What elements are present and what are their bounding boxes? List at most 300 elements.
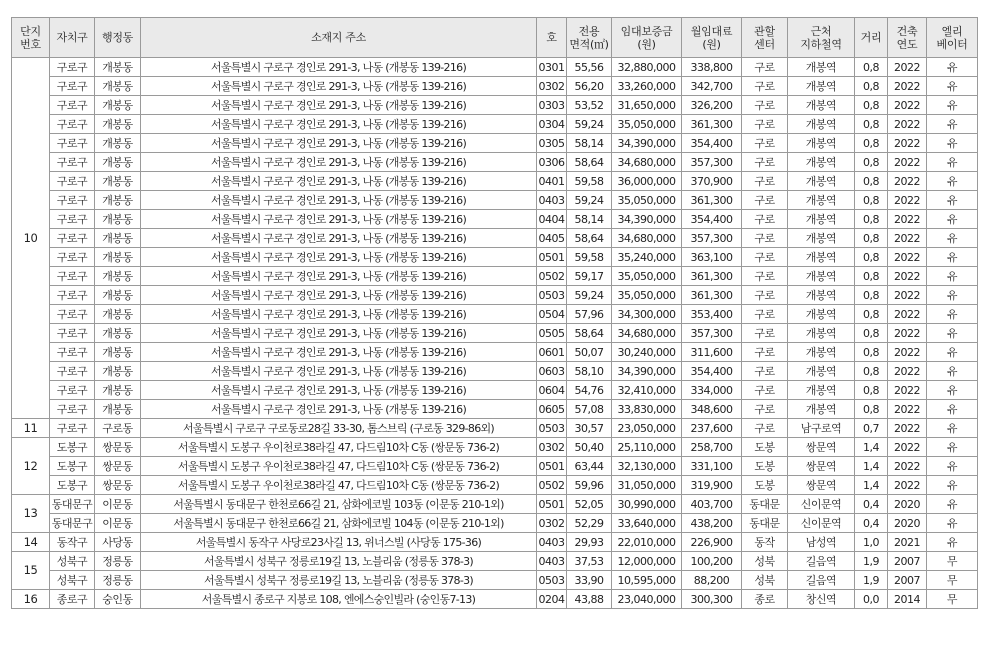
address-cell: 서울특별시 구로구 경인로 291-3, 나동 (개봉동 139-216): [141, 153, 537, 172]
address-cell: 서울특별시 동대문구 한천로66길 21, 삼화에코빌 103동 (이문동 210-1외): [141, 495, 537, 514]
header-unit-number-line: 호: [546, 31, 557, 44]
table-row: [12, 438, 978, 457]
district-cell: 동대문구: [50, 495, 95, 514]
year-cell: 2022: [888, 58, 927, 77]
rent-cell: 403,700: [682, 495, 742, 514]
header-district-line: 자치구: [56, 31, 88, 44]
rent-cell: 334,000: [682, 381, 742, 400]
unit-cell: 0305: [537, 134, 567, 153]
unit-cell: 0503: [537, 286, 567, 305]
header-deposit-line: 임대보증금: [620, 24, 673, 38]
deposit-cell: 30,240,000: [612, 343, 682, 362]
header-distance: [855, 18, 888, 58]
unit-cell: 0403: [537, 191, 567, 210]
center-cell: 구로: [742, 115, 788, 134]
rent-cell: 326,200: [682, 96, 742, 115]
table-row: [12, 172, 978, 191]
district-cell: 구로구: [50, 172, 95, 191]
district-cell: 구로구: [50, 305, 95, 324]
header-deposit: [612, 18, 682, 58]
deposit-cell: 35,050,000: [612, 286, 682, 305]
center-cell: 성북: [742, 552, 788, 571]
unit-cell: 0501: [537, 457, 567, 476]
rent-cell: 357,300: [682, 229, 742, 248]
area-cell: 56,20: [567, 77, 612, 96]
dong-cell: 이문동: [95, 495, 141, 514]
district-cell: 도봉구: [50, 438, 95, 457]
dong-cell: 개봉동: [95, 248, 141, 267]
station-cell: 개봉역: [788, 324, 855, 343]
unit-cell: 0404: [537, 210, 567, 229]
elevator-cell: 유: [927, 172, 978, 191]
housing-listing-table: [11, 17, 978, 609]
table-row: [12, 305, 978, 324]
station-cell: 신이문역: [788, 514, 855, 533]
rent-cell: 361,300: [682, 286, 742, 305]
dong-cell: 개봉동: [95, 191, 141, 210]
station-cell: 남구로역: [788, 419, 855, 438]
dong-cell: 개봉동: [95, 96, 141, 115]
address-cell: 서울특별시 구로구 경인로 291-3, 나동 (개봉동 139-216): [141, 343, 537, 362]
deposit-cell: 34,390,000: [612, 134, 682, 153]
district-cell: 구로구: [50, 229, 95, 248]
center-cell: 구로: [742, 362, 788, 381]
distance-cell: 0,8: [855, 400, 888, 419]
address-cell: 서울특별시 구로구 경인로 291-3, 나동 (개봉동 139-216): [141, 172, 537, 191]
address-cell: 서울특별시 동대문구 한천로66길 21, 삼화에코빌 104동 (이문동 210-1외): [141, 514, 537, 533]
address-cell: 서울특별시 구로구 경인로 291-3, 나동 (개봉동 139-216): [141, 58, 537, 77]
center-cell: 종로: [742, 590, 788, 609]
distance-cell: 0,8: [855, 362, 888, 381]
dong-cell: 개봉동: [95, 115, 141, 134]
station-cell: 쌍문역: [788, 476, 855, 495]
dong-cell: 개봉동: [95, 172, 141, 191]
dong-cell: 정릉동: [95, 571, 141, 590]
header-elevator-line: 베이터: [936, 37, 968, 51]
header-build-year-line: 건축: [896, 24, 918, 38]
center-cell: 구로: [742, 96, 788, 115]
rent-cell: 363,100: [682, 248, 742, 267]
district-cell: 구로구: [50, 343, 95, 362]
distance-cell: 0,8: [855, 134, 888, 153]
rent-cell: 348,600: [682, 400, 742, 419]
deposit-cell: 33,260,000: [612, 77, 682, 96]
center-cell: 동대문: [742, 514, 788, 533]
table-row: [12, 362, 978, 381]
station-cell: 쌍문역: [788, 457, 855, 476]
elevator-cell: 유: [927, 191, 978, 210]
dong-cell: 개봉동: [95, 229, 141, 248]
year-cell: 2022: [888, 153, 927, 172]
elevator-cell: 유: [927, 305, 978, 324]
deposit-cell: 30,990,000: [612, 495, 682, 514]
station-cell: 개봉역: [788, 362, 855, 381]
area-cell: 30,57: [567, 419, 612, 438]
year-cell: 2022: [888, 191, 927, 210]
center-cell: 동대문: [742, 495, 788, 514]
elevator-cell: 유: [927, 419, 978, 438]
distance-cell: 0,4: [855, 495, 888, 514]
area-cell: 58,64: [567, 324, 612, 343]
distance-cell: 0,8: [855, 267, 888, 286]
area-cell: 50,07: [567, 343, 612, 362]
header-managing-center-line: 센터: [754, 37, 775, 51]
header-admin-dong: [95, 18, 141, 58]
center-cell: 구로: [742, 229, 788, 248]
dong-cell: 개봉동: [95, 324, 141, 343]
rent-cell: 342,700: [682, 77, 742, 96]
area-cell: 52,05: [567, 495, 612, 514]
address-cell: 서울특별시 성북구 정릉로19길 13, 노블리움 (정릉동 378-3): [141, 571, 537, 590]
table-row: [12, 248, 978, 267]
distance-cell: 0,8: [855, 248, 888, 267]
header-exclusive-area-line: 전용: [578, 24, 600, 38]
table-row: [12, 77, 978, 96]
year-cell: 2021: [888, 533, 927, 552]
deposit-cell: 34,680,000: [612, 229, 682, 248]
header-managing-center-line: 관할: [754, 24, 775, 38]
year-cell: 2007: [888, 571, 927, 590]
elevator-cell: 유: [927, 476, 978, 495]
rent-cell: 226,900: [682, 533, 742, 552]
address-cell: 서울특별시 구로구 경인로 291-3, 나동 (개봉동 139-216): [141, 134, 537, 153]
unit-cell: 0502: [537, 476, 567, 495]
station-cell: 개봉역: [788, 115, 855, 134]
station-cell: 개봉역: [788, 305, 855, 324]
address-cell: 서울특별시 구로구 경인로 291-3, 나동 (개봉동 139-216): [141, 305, 537, 324]
area-cell: 59,17: [567, 267, 612, 286]
area-cell: 59,58: [567, 248, 612, 267]
distance-cell: 1,4: [855, 438, 888, 457]
header-deposit-line: (원): [637, 37, 656, 51]
center-cell: 구로: [742, 172, 788, 191]
year-cell: 2022: [888, 343, 927, 362]
district-cell: 구로구: [50, 248, 95, 267]
header-build-year-line: 연도: [896, 37, 918, 51]
station-cell: 개봉역: [788, 77, 855, 96]
year-cell: 2022: [888, 286, 927, 305]
complex-number-cell: 12: [12, 438, 50, 495]
deposit-cell: 35,050,000: [612, 267, 682, 286]
address-cell: 서울특별시 구로구 경인로 291-3, 나동 (개봉동 139-216): [141, 362, 537, 381]
district-cell: 구로구: [50, 115, 95, 134]
year-cell: 2022: [888, 381, 927, 400]
dong-cell: 쌍문동: [95, 457, 141, 476]
table-row: [12, 514, 978, 533]
center-cell: 구로: [742, 419, 788, 438]
table-row: [12, 58, 978, 77]
unit-cell: 0501: [537, 248, 567, 267]
distance-cell: 1,4: [855, 457, 888, 476]
address-cell: 서울특별시 도봉구 우이천로38라길 47, 다드림10차 C동 (쌍문동 736-2): [141, 457, 537, 476]
area-cell: 58,14: [567, 134, 612, 153]
deposit-cell: 25,110,000: [612, 438, 682, 457]
center-cell: 구로: [742, 324, 788, 343]
district-cell: 구로구: [50, 362, 95, 381]
year-cell: 2022: [888, 305, 927, 324]
deposit-cell: 36,000,000: [612, 172, 682, 191]
district-cell: 구로구: [50, 134, 95, 153]
elevator-cell: 유: [927, 381, 978, 400]
deposit-cell: 33,640,000: [612, 514, 682, 533]
table-row: [12, 400, 978, 419]
distance-cell: 0,8: [855, 172, 888, 191]
table-body: [12, 58, 978, 609]
distance-cell: 0,8: [855, 286, 888, 305]
distance-cell: 0,7: [855, 419, 888, 438]
header-monthly-rent: [682, 18, 742, 58]
address-cell: 서울특별시 구로구 경인로 291-3, 나동 (개봉동 139-216): [141, 400, 537, 419]
unit-cell: 0505: [537, 324, 567, 343]
rent-cell: 338,800: [682, 58, 742, 77]
station-cell: 개봉역: [788, 343, 855, 362]
year-cell: 2020: [888, 514, 927, 533]
deposit-cell: 32,130,000: [612, 457, 682, 476]
distance-cell: 0,0: [855, 590, 888, 609]
dong-cell: 숭인동: [95, 590, 141, 609]
header-unit-number: [537, 18, 567, 58]
table-row: [12, 476, 978, 495]
area-cell: 33,90: [567, 571, 612, 590]
year-cell: 2007: [888, 552, 927, 571]
year-cell: 2022: [888, 267, 927, 286]
dong-cell: 쌍문동: [95, 438, 141, 457]
deposit-cell: 35,240,000: [612, 248, 682, 267]
table-row: [12, 286, 978, 305]
deposit-cell: 31,650,000: [612, 96, 682, 115]
rent-cell: 88,200: [682, 571, 742, 590]
address-cell: 서울특별시 구로구 구로동로28길 33-30, 톰스브릭 (구로동 329-86외): [141, 419, 537, 438]
unit-cell: 0603: [537, 362, 567, 381]
dong-cell: 개봉동: [95, 381, 141, 400]
station-cell: 개봉역: [788, 267, 855, 286]
elevator-cell: 유: [927, 77, 978, 96]
table-row: [12, 419, 978, 438]
year-cell: 2022: [888, 172, 927, 191]
district-cell: 종로구: [50, 590, 95, 609]
district-cell: 구로구: [50, 77, 95, 96]
distance-cell: 0,8: [855, 58, 888, 77]
header-address: [141, 18, 537, 58]
address-cell: 서울특별시 구로구 경인로 291-3, 나동 (개봉동 139-216): [141, 210, 537, 229]
table-row: [12, 552, 978, 571]
table-row: [12, 134, 978, 153]
distance-cell: 0,8: [855, 381, 888, 400]
deposit-cell: 34,390,000: [612, 362, 682, 381]
station-cell: 개봉역: [788, 248, 855, 267]
station-cell: 개봉역: [788, 153, 855, 172]
table-row: [12, 96, 978, 115]
year-cell: 2022: [888, 77, 927, 96]
address-cell: 서울특별시 종로구 지봉로 108, 엔에스숭인빌라 (숭인동7-13): [141, 590, 537, 609]
table-row: [12, 229, 978, 248]
address-cell: 서울특별시 구로구 경인로 291-3, 나동 (개봉동 139-216): [141, 381, 537, 400]
elevator-cell: 유: [927, 324, 978, 343]
elevator-cell: 유: [927, 286, 978, 305]
address-cell: 서울특별시 구로구 경인로 291-3, 나동 (개봉동 139-216): [141, 267, 537, 286]
rent-cell: 100,200: [682, 552, 742, 571]
center-cell: 구로: [742, 305, 788, 324]
area-cell: 58,10: [567, 362, 612, 381]
header-address-line: 소재지 주소: [311, 31, 366, 44]
dong-cell: 개봉동: [95, 343, 141, 362]
elevator-cell: 유: [927, 400, 978, 419]
area-cell: 59,24: [567, 286, 612, 305]
deposit-cell: 23,050,000: [612, 419, 682, 438]
table-row: [12, 210, 978, 229]
address-cell: 서울특별시 도봉구 우이천로38라길 47, 다드림10차 C동 (쌍문동 736-2): [141, 476, 537, 495]
deposit-cell: 34,680,000: [612, 324, 682, 343]
center-cell: 도봉: [742, 476, 788, 495]
deposit-cell: 10,595,000: [612, 571, 682, 590]
table-row: [12, 381, 978, 400]
district-cell: 구로구: [50, 419, 95, 438]
unit-cell: 0601: [537, 343, 567, 362]
unit-cell: 0503: [537, 571, 567, 590]
rent-cell: 354,400: [682, 134, 742, 153]
rent-cell: 237,600: [682, 419, 742, 438]
dong-cell: 개봉동: [95, 58, 141, 77]
elevator-cell: 무: [927, 552, 978, 571]
station-cell: 개봉역: [788, 134, 855, 153]
unit-cell: 0403: [537, 533, 567, 552]
year-cell: 2022: [888, 438, 927, 457]
center-cell: 도봉: [742, 438, 788, 457]
address-cell: 서울특별시 구로구 경인로 291-3, 나동 (개봉동 139-216): [141, 77, 537, 96]
elevator-cell: 무: [927, 590, 978, 609]
rent-cell: 361,300: [682, 191, 742, 210]
center-cell: 구로: [742, 58, 788, 77]
center-cell: 구로: [742, 267, 788, 286]
elevator-cell: 유: [927, 343, 978, 362]
unit-cell: 0303: [537, 96, 567, 115]
year-cell: 2022: [888, 210, 927, 229]
address-cell: 서울특별시 구로구 경인로 291-3, 나동 (개봉동 139-216): [141, 286, 537, 305]
address-cell: 서울특별시 도봉구 우이천로38라길 47, 다드림10차 C동 (쌍문동 736-2): [141, 438, 537, 457]
unit-cell: 0405: [537, 229, 567, 248]
area-cell: 57,96: [567, 305, 612, 324]
area-cell: 50,40: [567, 438, 612, 457]
center-cell: 구로: [742, 153, 788, 172]
rent-cell: 361,300: [682, 267, 742, 286]
distance-cell: 0,8: [855, 115, 888, 134]
dong-cell: 개봉동: [95, 153, 141, 172]
complex-number-cell: 14: [12, 533, 50, 552]
elevator-cell: 유: [927, 229, 978, 248]
dong-cell: 개봉동: [95, 286, 141, 305]
year-cell: 2020: [888, 495, 927, 514]
header-complex-number: [12, 18, 50, 58]
dong-cell: 개봉동: [95, 362, 141, 381]
distance-cell: 0,8: [855, 229, 888, 248]
district-cell: 성북구: [50, 552, 95, 571]
center-cell: 구로: [742, 400, 788, 419]
district-cell: 도봉구: [50, 457, 95, 476]
unit-cell: 0403: [537, 552, 567, 571]
table-header-row: [12, 18, 978, 58]
deposit-cell: 34,300,000: [612, 305, 682, 324]
header-complex-number-line: 번호: [20, 37, 41, 51]
deposit-cell: 33,830,000: [612, 400, 682, 419]
center-cell: 구로: [742, 77, 788, 96]
area-cell: 37,53: [567, 552, 612, 571]
center-cell: 구로: [742, 134, 788, 153]
address-cell: 서울특별시 성북구 정릉로19길 13, 노블리움 (정릉동 378-3): [141, 552, 537, 571]
deposit-cell: 32,410,000: [612, 381, 682, 400]
area-cell: 43,88: [567, 590, 612, 609]
header-monthly-rent-line: 월임대료: [690, 24, 733, 38]
address-cell: 서울특별시 구로구 경인로 291-3, 나동 (개봉동 139-216): [141, 324, 537, 343]
rent-cell: 353,400: [682, 305, 742, 324]
table-row: [12, 457, 978, 476]
dong-cell: 개봉동: [95, 400, 141, 419]
district-cell: 구로구: [50, 96, 95, 115]
unit-cell: 0306: [537, 153, 567, 172]
elevator-cell: 무: [927, 571, 978, 590]
area-cell: 52,29: [567, 514, 612, 533]
deposit-cell: 32,880,000: [612, 58, 682, 77]
dong-cell: 개봉동: [95, 77, 141, 96]
district-cell: 구로구: [50, 191, 95, 210]
area-cell: 59,58: [567, 172, 612, 191]
table-row: [12, 343, 978, 362]
elevator-cell: 유: [927, 115, 978, 134]
elevator-cell: 유: [927, 514, 978, 533]
address-cell: 서울특별시 동작구 사당로23사길 13, 위너스빌 (사당동 175-36): [141, 533, 537, 552]
table-row: [12, 267, 978, 286]
station-cell: 개봉역: [788, 58, 855, 77]
header-nearby-station-line: 근처: [810, 24, 832, 38]
elevator-cell: 유: [927, 533, 978, 552]
station-cell: 쌍문역: [788, 438, 855, 457]
rent-cell: 357,300: [682, 153, 742, 172]
unit-cell: 0302: [537, 514, 567, 533]
year-cell: 2014: [888, 590, 927, 609]
year-cell: 2022: [888, 248, 927, 267]
table-row: [12, 153, 978, 172]
unit-cell: 0301: [537, 58, 567, 77]
district-cell: 구로구: [50, 267, 95, 286]
deposit-cell: 35,050,000: [612, 191, 682, 210]
center-cell: 동작: [742, 533, 788, 552]
elevator-cell: 유: [927, 58, 978, 77]
distance-cell: 0,8: [855, 305, 888, 324]
district-cell: 구로구: [50, 58, 95, 77]
deposit-cell: 34,680,000: [612, 153, 682, 172]
station-cell: 길음역: [788, 552, 855, 571]
deposit-cell: 35,050,000: [612, 115, 682, 134]
header-nearby-station-line: 지하철역: [800, 37, 842, 51]
deposit-cell: 34,390,000: [612, 210, 682, 229]
header-district: [50, 18, 95, 58]
year-cell: 2022: [888, 476, 927, 495]
dong-cell: 구로동: [95, 419, 141, 438]
year-cell: 2022: [888, 419, 927, 438]
dong-cell: 개봉동: [95, 305, 141, 324]
unit-cell: 0503: [537, 419, 567, 438]
table-row: [12, 191, 978, 210]
distance-cell: 0,8: [855, 210, 888, 229]
distance-cell: 0,8: [855, 96, 888, 115]
complex-number-cell: 15: [12, 552, 50, 590]
unit-cell: 0302: [537, 77, 567, 96]
area-cell: 59,24: [567, 115, 612, 134]
address-cell: 서울특별시 구로구 경인로 291-3, 나동 (개봉동 139-216): [141, 191, 537, 210]
elevator-cell: 유: [927, 457, 978, 476]
header-exclusive-area-line: 면적(㎡): [569, 37, 609, 51]
unit-cell: 0605: [537, 400, 567, 419]
district-cell: 구로구: [50, 324, 95, 343]
